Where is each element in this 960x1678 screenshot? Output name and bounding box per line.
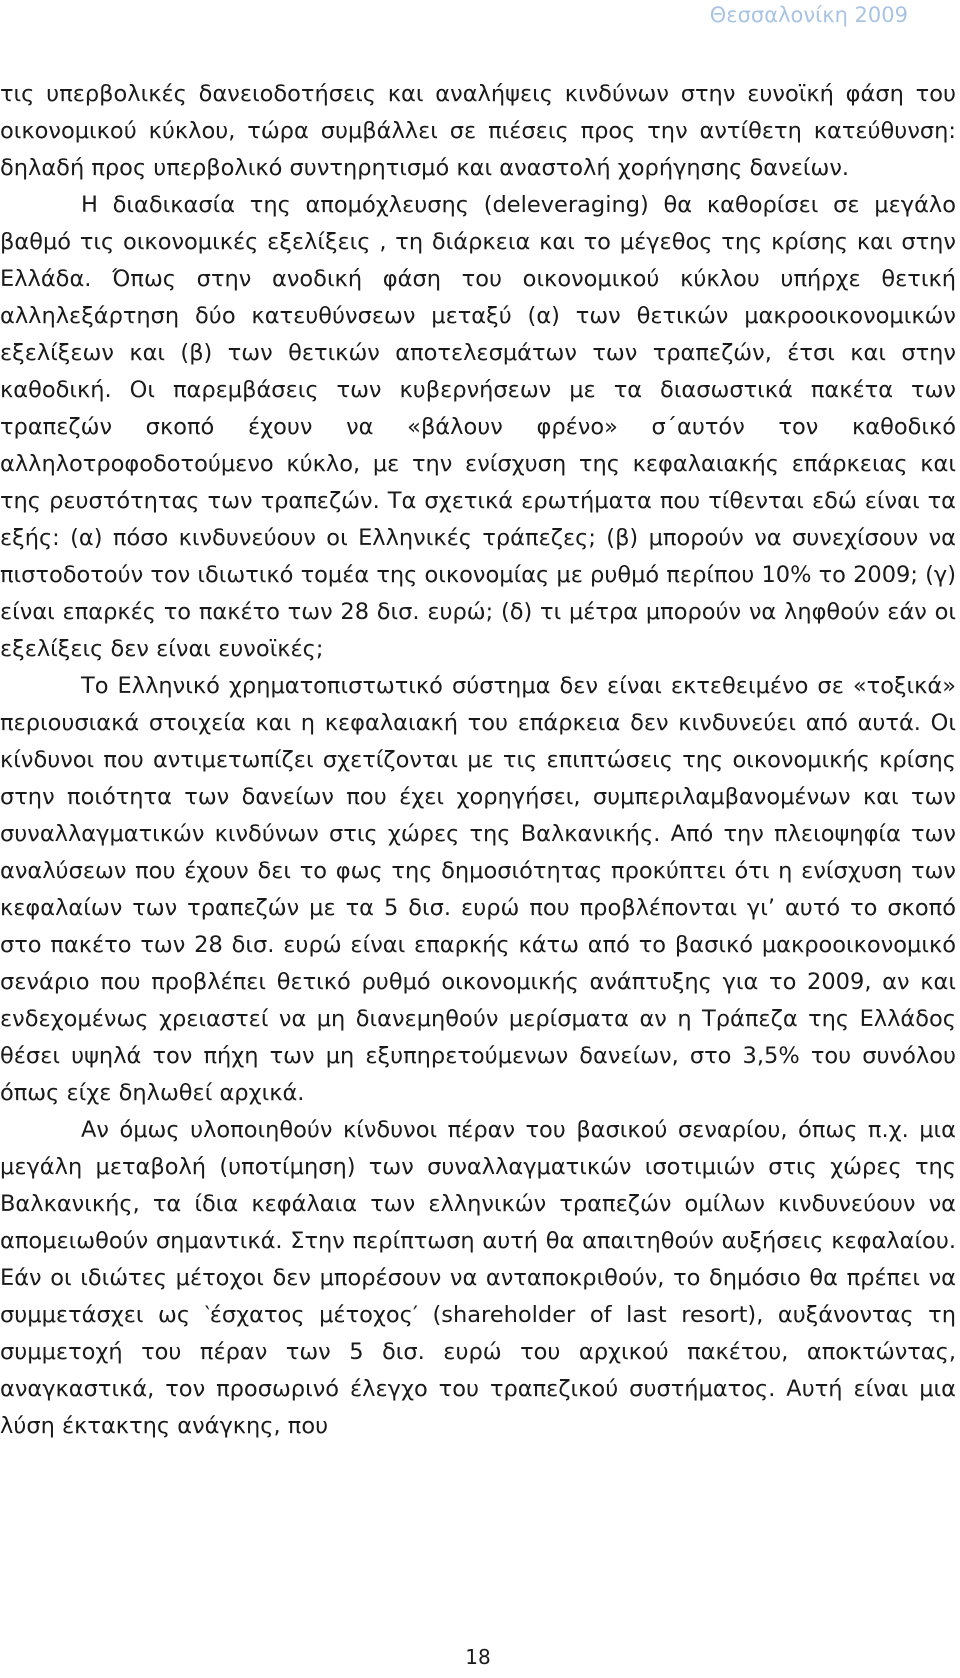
document-body xyxy=(0,76,956,1445)
running-header: Θεσσαλονίκη 2009 xyxy=(709,3,908,27)
paragraph-3: Το Ελληνικό χρηματοπιστωτικό σύστημα δεν είναι εκτεθειμένο σε «τοξικά» περιουσιακά στοιχεία και η κεφαλαιακή του επάρκεια δεν κινδυνεύει από αυτά. Οι κίνδυνοι που αντιμετωπίζει σχετίζονται με τις επιπτώσεις της οικονομικής κρίσης στην ποιότητα των δανείων που έχει χορηγήσει, συμπεριλαμβανομένων και των συναλλαγματικών κινδύνων στις χώρες της Βαλκανικής. Από την πλειοψηφία των αναλύσεων που έχουν δει το φως της δημοσιότητας προκύπτει ότι η ενίσχυση των κεφαλαίων των τραπεζών με τα 5 δισ. ευρώ που προβλέπονται γι’ αυτό το σκοπό στο πακέτο των 28 δισ. ευρώ είναι επαρκής κάτω από το βασικό μακροοικονομικό σενάριο που προβλέπει θετικό ρυθμό οικονομικής ανάπτυξης για το 2009, αν και ενδεχομένως χρειαστεί να μη διανεμηθούν μερίσματα αν η Τράπεζα της Ελλάδος θέσει υψηλά τον πήχη των μη εξυπηρετούμενων δανείων, στο 3,5% του συνόλου όπως είχε δηλωθεί αρχικά. xyxy=(0,673,956,1106)
paragraph-2: Η διαδικασία της απομόχλευσης (deleveraging) θα καθορίσει σε μεγάλο βαθμό τις οικονομικές εξελίξεις , τη διάρκεια και το μέγεθος της κρίσης και στην Ελλάδα. Όπως στην ανοδική φάση του οικονομικού κύκλου υπήρχε θετική αλληλεξάρτηση δύο κατευθύνσεων μεταξύ (α) των θετικών μακροοικονομικών εξελίξεων και (β) των θετικών αποτελεσμάτων των τραπεζών, έτσι και στην καθοδική. Οι παρεμβάσεις των κυβερνήσεων με τα διασωστικά πακέτα των τραπεζών σκοπό έχουν να «βάλουν φρένο» σ΄αυτόν τον καθοδικό αλληλοτροφοδοτούμενο κύκλο, με την ενίσχυση της κεφαλαιακής επάρκειας και της ρευστότητας των τραπεζών. Τα σχετικά ερωτήματα που τίθενται εδώ είναι τα εξής: (α) πόσο κινδυνεύουν οι Ελληνικές τράπεζες; (β) μπορούν να συνεχίσουν να πιστοδοτούν τον ιδιωτικό τομέα της οικονομίας με ρυθμό περίπου 10% το 2009; (γ) είναι επαρκές το πακέτο των 28 δισ. ευρώ; (δ) τι μέτρα μπορούν να ληφθούν εάν οι εξελίξεις δεν είναι ευνοϊκές; xyxy=(0,192,956,662)
paragraph-4: Αν όμως υλοποιηθούν κίνδυνοι πέραν του βασικού σεναρίου, όπως π.χ. μια μεγάλη μεταβολή (υποτίμηση) των συναλλαγματικών ισοτιμιών στις χώρες της Βαλκανικής, τα ίδια κεφάλαια των ελληνικών τραπεζών ομίλων κινδυνεύουν να απομειωθούν σημαντικά. Στην περίπτωση αυτή θα απαιτηθούν αυξήσεις κεφαλαίου. Εάν οι ιδιώτες μέτοχοι δεν μπορέσουν να ανταποκριθούν, το δημόσιο θα πρέπει να συμμετάσχει ως ‵έσχατος μέτοχος′ (shareholder of last resort), αυξάνοντας τη συμμετοχή του πέραν των 5 δισ. ευρώ του αρχικού πακέτου, αποκτώντας, αναγκαστικά, τον προσωρινό έλεγχο του τραπεζικού συστήματος. Αυτή είναι μια λύση έκτακτης ανάγκης, που xyxy=(0,1117,956,1439)
paragraph-1: τις υπερβολικές δανειοδοτήσεις και αναλήψεις κινδύνων στην ευνοϊκή φάση του οικονομικού κύκλου, τώρα συμβάλλει σε πιέσεις προς την αντίθετη κατεύθυνση: δηλαδή προς υπερβολικό συντηρητισμό και αναστολή χορήγησης δανείων. xyxy=(0,81,956,181)
page-number: 18 xyxy=(465,1645,491,1669)
